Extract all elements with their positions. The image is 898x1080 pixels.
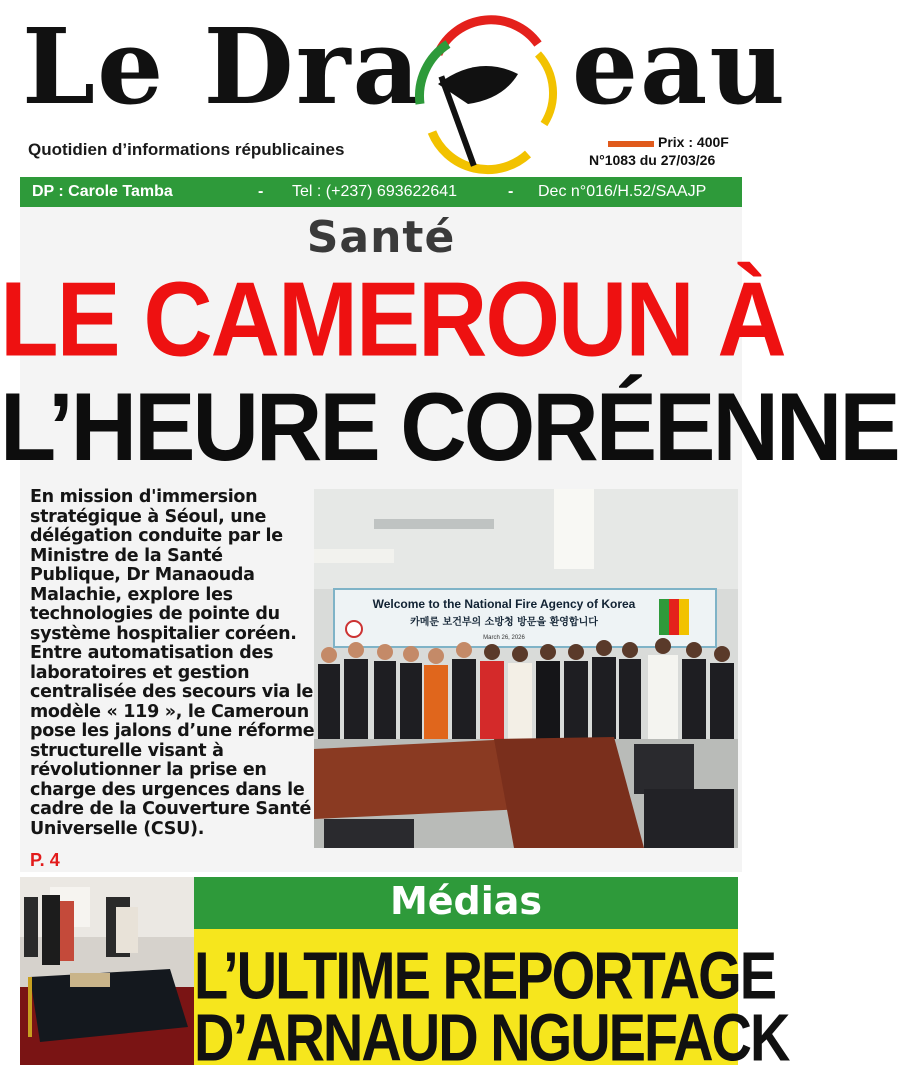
main-story-body: En mission d'immersion stratégique à Séoul, une délégation conduite par le Ministre de la Santé Publique, Dr Manaouda Malachie, explore les technologies de pointe du système hospitalier coréen. Entre automatisation des laboratoires et gestion centralisée des secours via le modèle « 119 », le Cameroun pose les jalons d’une réforme structurelle visant à révolutionner la prise en charge des urgences dans le cadre de la Couverture Santé Universelle (CSU). — [30, 487, 315, 839]
flag-logo-icon — [408, 14, 556, 174]
info-band — [20, 177, 742, 207]
funeral-scene — [20, 877, 194, 1065]
banner-text-en: Welcome to the National Fire Agency of Korea — [372, 597, 636, 611]
separator: - — [258, 183, 264, 200]
photo-scene — [314, 489, 738, 848]
main-story-kicker: Santé — [306, 212, 456, 263]
second-headline-line1: L’ULTIME REPORTAGE — [194, 937, 776, 1013]
second-story-kicker: Médias — [389, 879, 543, 923]
newspaper-title: Le Dra eau — [22, 5, 788, 128]
second-headline-line2: D’ARNAUD NGUEFACK — [194, 999, 789, 1075]
main-headline-line1: LE CAMEROUN À — [0, 261, 785, 379]
funeral-photo — [20, 877, 194, 1065]
banner-text-kr: 카메룬 보건부의 소방청 방문을 환영합니다 — [410, 617, 598, 628]
delegation-photo — [314, 489, 738, 848]
main-headline-line2: L’HEURE CORÉENNE — [0, 374, 898, 482]
issue-number: N°1083 du 27/03/26 — [589, 152, 716, 168]
price-accent-bar — [608, 141, 654, 147]
phone-label: Tel : (+237) 693622641 — [292, 183, 458, 200]
director-label: DP : Carole Tamba — [32, 183, 173, 200]
page-reference: P. 4 — [30, 850, 60, 870]
newspaper-subtitle: Quotidien d’informations républicaines — [28, 140, 345, 159]
separator: - — [508, 183, 514, 200]
decree-label: Dec n°016/H.52/SAAJP — [538, 183, 707, 200]
banner-date: March 26, 2026 — [483, 635, 525, 641]
price-label: Prix : 400F — [658, 134, 729, 150]
